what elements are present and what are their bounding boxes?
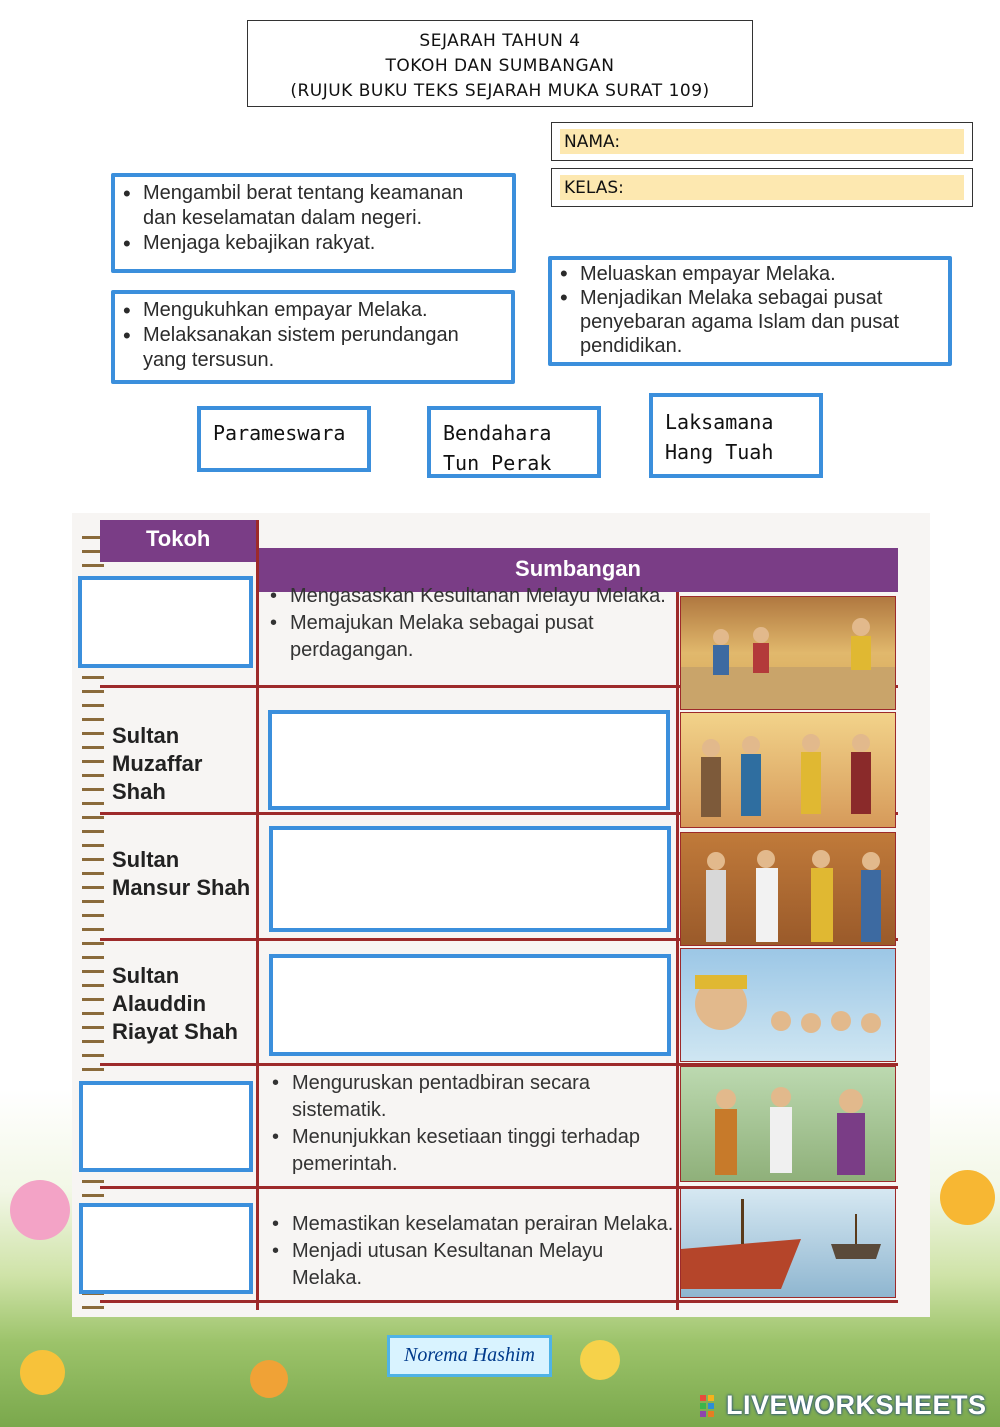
illustration-muzaffar — [680, 712, 896, 828]
name-tile-line: Hang Tuah — [665, 440, 774, 464]
name-tile-parameswara[interactable] — [197, 406, 371, 472]
illustration-bendahara-svg — [681, 1067, 896, 1182]
name-tile-line: Laksamana — [665, 410, 774, 434]
worksheet-title — [247, 20, 753, 107]
table-divider — [676, 592, 679, 1310]
clue-card-item: • Meluaskan empayar Melaka. — [580, 262, 938, 286]
illustration-laksamana — [680, 1188, 896, 1298]
illustration-court — [680, 596, 896, 710]
name-tile-line: Tun Perak — [443, 451, 552, 475]
flower-decoration — [250, 1360, 288, 1398]
clue-card-3[interactable] — [548, 256, 952, 366]
drop-zone-sumbangan-2[interactable] — [268, 710, 670, 810]
drop-zone-sumbangan-3[interactable] — [269, 826, 671, 932]
clue-card-item: • Mengukuhkan empayar Melaka. — [143, 298, 501, 323]
flower-decoration — [580, 1340, 620, 1380]
header-tokoh: Tokoh — [100, 520, 258, 562]
sumbangan-item: • Menunjukkan kesetiaan tinggi terhadap pemerintah. — [292, 1124, 676, 1178]
title-line-2: TOKOH DAN SUMBANGAN — [385, 56, 615, 76]
row-5-sumbangan — [268, 1070, 676, 1178]
drop-zone-tokoh-5[interactable] — [79, 1081, 253, 1172]
nama-label: NAMA: — [560, 129, 964, 154]
clue-card-2[interactable] — [111, 290, 515, 384]
row-1-sumbangan — [266, 583, 676, 664]
flower-decoration — [940, 1170, 995, 1225]
illustration-alauddin-svg — [681, 949, 896, 1062]
row-3-tokoh: Sultan Mansur Shah — [112, 847, 251, 900]
table-divider — [100, 1300, 898, 1303]
author-credit: Norema Hashim — [387, 1335, 552, 1377]
name-tile-bendahara[interactable] — [427, 406, 601, 478]
clue-card-item: • Melaksanakan sistem perundangan yang tersusun. — [143, 323, 501, 373]
sumbangan-item: • Mengasaskan Kesultanan Melayu Melaka. — [290, 583, 676, 610]
kelas-label: KELAS: — [560, 175, 964, 200]
clue-card-1[interactable] — [111, 173, 516, 273]
row-6-sumbangan — [268, 1211, 676, 1292]
kelas-field[interactable] — [551, 168, 973, 207]
sumbangan-item: • Menjadi utusan Kesultanan Melayu Melaka. — [292, 1238, 676, 1292]
nama-field[interactable] — [551, 122, 973, 161]
title-line-1: SEJARAH TAHUN 4 — [419, 31, 581, 51]
flower-decoration — [20, 1350, 65, 1395]
sumbangan-item: • Memastikan keselamatan perairan Melaka. — [292, 1211, 676, 1238]
drop-zone-sumbangan-4[interactable] — [269, 954, 671, 1056]
header-sumbangan: Sumbangan — [258, 548, 898, 592]
sumbangan-item: • Memajukan Melaka sebagai pusat perdagangan. — [290, 610, 676, 664]
title-line-3: (RUJUK BUKU TEKS SEJARAH MUKA SURAT 109) — [290, 81, 710, 101]
illustration-alauddin — [680, 948, 896, 1062]
illustration-mansur — [680, 832, 896, 946]
liveworksheets-brand[interactable]: LIVEWORKSHEETS — [726, 1390, 987, 1420]
row-4-tokoh: Sultan Alauddin Riayat Shah — [112, 963, 238, 1044]
flower-decoration — [10, 1180, 70, 1240]
sumbangan-item: • Menguruskan pentadbiran secara sistematik. — [292, 1070, 676, 1124]
liveworksheets-logo-icon — [700, 1393, 722, 1419]
clue-card-item: • Mengambil berat tentang keamanan dan keselamatan dalam negeri. — [143, 181, 502, 231]
drop-zone-tokoh-6[interactable] — [79, 1203, 253, 1294]
illustration-court-svg — [681, 597, 896, 710]
name-tile-line: Bendahara — [443, 421, 552, 445]
illustration-mansur-svg — [681, 833, 896, 946]
clue-card-item: • Menjadikan Melaka sebagai pusat penyebaran agama Islam dan pusat pendidikan. — [580, 286, 938, 358]
drop-zone-tokoh-1[interactable] — [78, 576, 253, 668]
name-tile-line: Parameswara — [213, 421, 346, 445]
clue-card-item: • Menjaga kebajikan rakyat. — [143, 231, 502, 256]
name-tile-laksamana[interactable] — [649, 393, 823, 478]
illustration-bendahara — [680, 1066, 896, 1182]
table-divider — [256, 520, 259, 1310]
illustration-laksamana-svg — [681, 1189, 896, 1298]
illustration-muzaffar-svg — [681, 713, 896, 828]
row-2-tokoh: Sultan Muzaffar Shah — [112, 723, 203, 804]
